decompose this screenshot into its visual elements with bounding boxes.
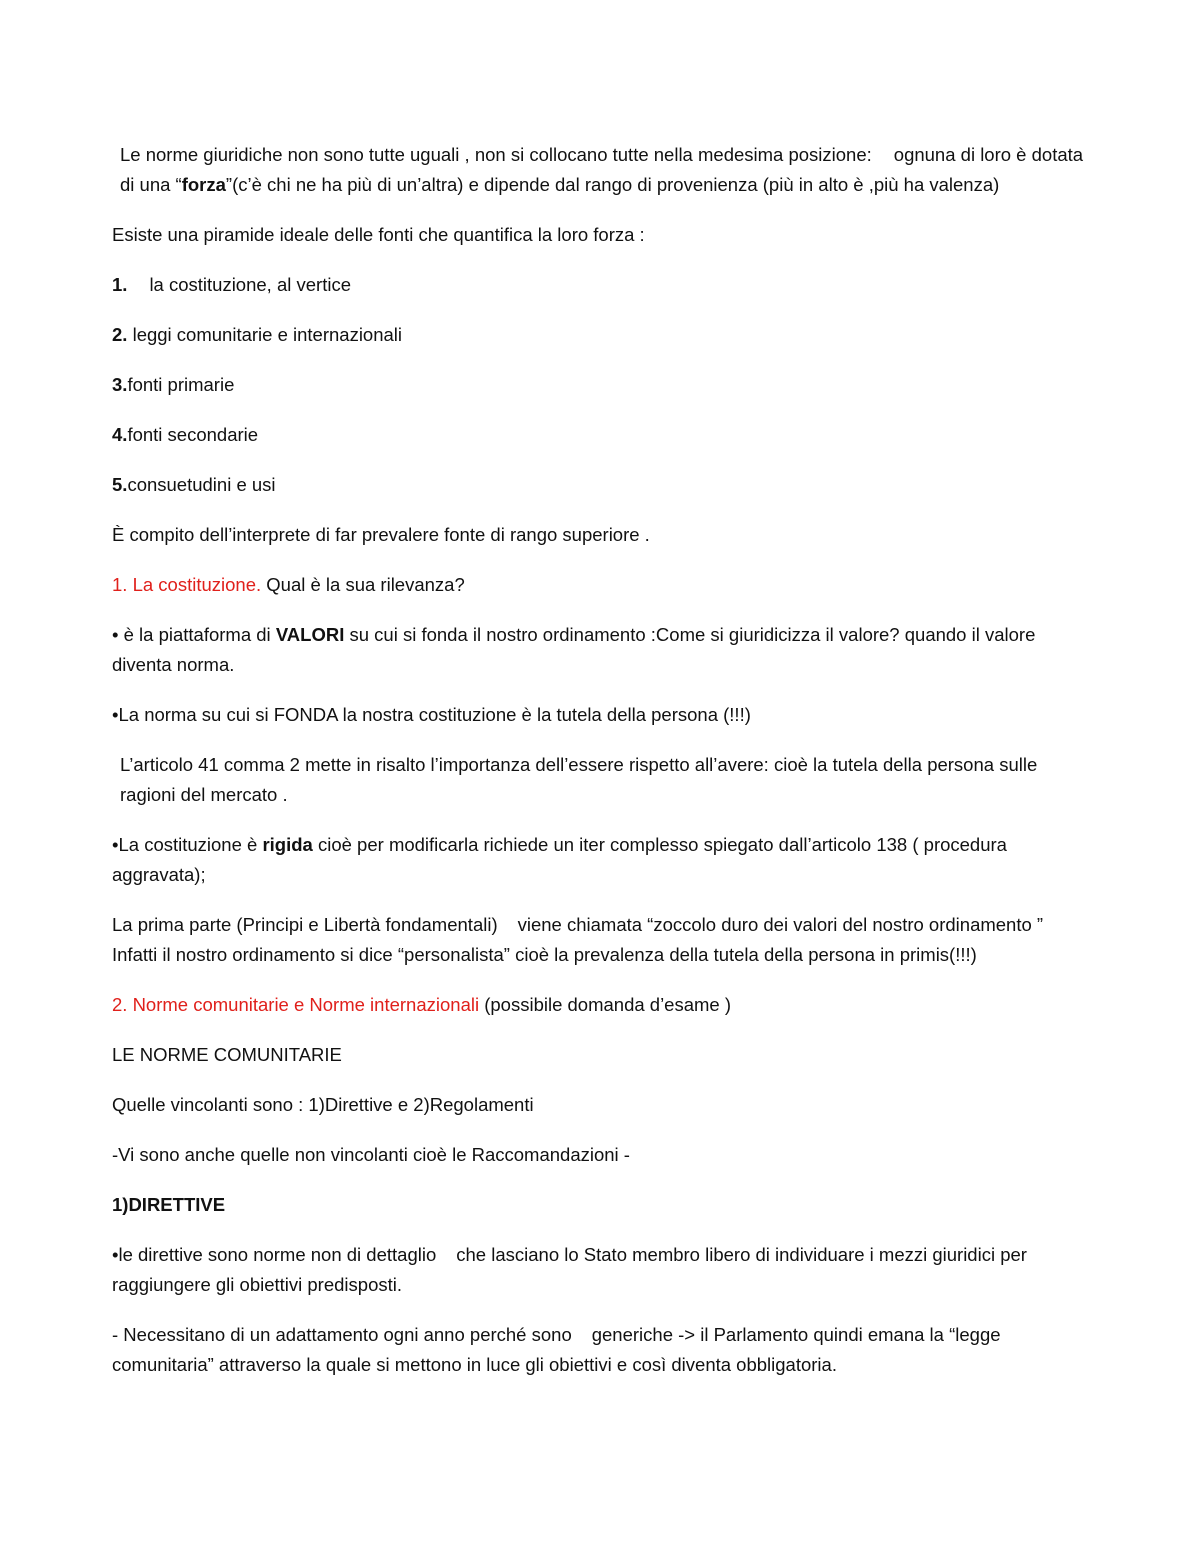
direttive-text-b: che lasciano lo Stato membro libero di individuare i mezzi giuridici per raggiungere gli obiettivi predisposti. — [112, 1244, 1027, 1295]
paragraph-norme-comunitarie: LE NORME COMUNITARIE — [112, 1044, 342, 1065]
list-number: 2. — [112, 324, 128, 345]
direttive-text-a: •le direttive sono norme non di dettaglio — [112, 1244, 437, 1265]
prima-parte-text-a: La prima parte (Principi e Libertà fondamentali) — [112, 914, 498, 935]
rigida-text-a: •La costituzione è — [112, 834, 263, 855]
rigida-bold: rigida — [262, 834, 313, 855]
section-heading-rest: (possibile domanda d’esame ) — [479, 994, 732, 1015]
paragraph-valori — [112, 620, 1084, 680]
list-number: 1. — [112, 274, 128, 295]
heading-direttive — [112, 1190, 1084, 1220]
rigida-text-c: cioè per modificarla richiede un iter complesso spiegato dall’articolo 138 ( procedura aggravata); — [112, 834, 1007, 885]
section-heading-costituzione — [112, 570, 1084, 600]
intro-forza: forza — [181, 174, 226, 195]
heading-direttive-text: 1)DIRETTIVE — [112, 1194, 226, 1215]
paragraph-adattamento — [112, 1320, 1084, 1380]
paragraph-articolo-41: L’articolo 41 comma 2 mette in risalto l’importanza dell’essere rispetto all’avere: cioè la tutela della persona sulle ragioni del mercato . — [120, 754, 1038, 805]
intro-text-a: Le norme giuridiche non sono tutte uguali , non si collocano tutte nella medesima posizione: — [120, 144, 872, 165]
document-page — [112, 140, 1084, 1400]
list-item — [112, 320, 1084, 350]
paragraph-vincolanti: Quelle vincolanti sono : 1)Direttive e 2)Regolamenti — [112, 1094, 534, 1115]
list-text: fonti primarie — [127, 374, 235, 395]
paragraph-prima-parte — [112, 910, 1084, 970]
section-heading-red: 1. La costituzione. — [112, 574, 262, 595]
paragraph-interprete: È compito dell’interprete di far prevalere fonte di rango superiore . — [112, 524, 650, 545]
list-text: la costituzione, al vertice — [149, 274, 351, 295]
list-item — [112, 370, 1084, 400]
list-text: leggi comunitarie e internazionali — [127, 324, 403, 345]
section-heading-red: 2. Norme comunitarie e Norme internazionali — [112, 994, 480, 1015]
list-item — [112, 270, 1084, 300]
list-item — [112, 470, 1084, 500]
list-text: consuetudini e usi — [127, 474, 276, 495]
list-text: fonti secondarie — [127, 424, 259, 445]
intro-text-b: ognuna di loro è dotata di una “ — [120, 144, 1084, 195]
paragraph-rigida — [112, 830, 1084, 890]
list-item — [112, 420, 1084, 450]
valori-text-c: su cui si fonda il nostro ordinamento :Come si giuridicizza il valore? quando il valore diventa norma. — [112, 624, 1036, 675]
valori-text-a: • è la piattaforma di — [112, 624, 276, 645]
section-heading-rest: Qual è la sua rilevanza? — [261, 574, 465, 595]
paragraph-pyramid: Esiste una piramide ideale delle fonti che quantifica la loro forza : — [112, 224, 645, 245]
adattamento-text-a: - Necessitano di un adattamento ogni anno perché sono — [112, 1324, 572, 1345]
adattamento-text-b: generiche -> il Parlamento quindi emana la “legge comunitaria” attraverso la quale si mettono in luce gli obiettivi e così diventa obbligatoria. — [112, 1324, 1001, 1375]
valori-bold: VALORI — [275, 624, 345, 645]
paragraph-non-vincolanti: -Vi sono anche quelle non vincolanti cioè le Raccomandazioni - — [112, 1144, 630, 1165]
section-heading-comunitarie — [112, 990, 1084, 1020]
prima-parte-text-b: viene chiamata “zoccolo duro dei valori del nostro ordinamento ” Infatti il nostro ordinamento si dice “personalista” cioè la prevalenza della tutela della persona in primis(!!!) — [112, 914, 1044, 965]
paragraph-direttive — [112, 1240, 1084, 1300]
list-number: 5. — [112, 474, 128, 495]
paragraph-intro — [112, 140, 1084, 200]
list-number: 4. — [112, 424, 128, 445]
list-number: 3. — [112, 374, 128, 395]
paragraph-fonda: •La norma su cui si FONDA la nostra costituzione è la tutela della persona (!!!) — [112, 704, 751, 725]
intro-text-d: ”(c’è chi ne ha più di un’altra) e dipende dal rango di provenienza (più in alto è ,più ha valenza) — [225, 174, 1000, 195]
